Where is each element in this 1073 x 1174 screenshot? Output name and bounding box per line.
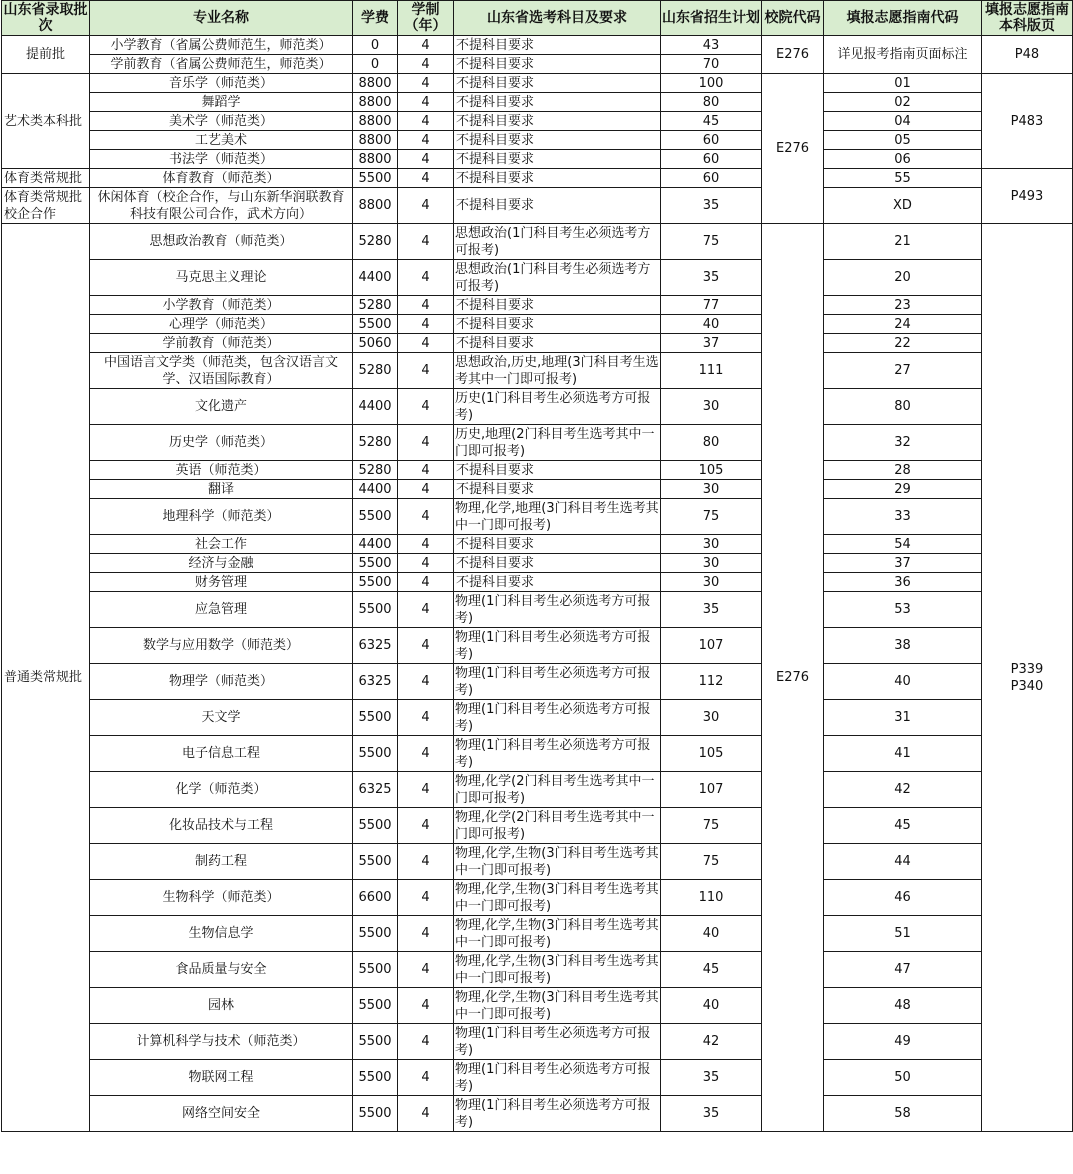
guide-code-cell: XD	[824, 188, 982, 224]
years-cell: 4	[398, 36, 454, 55]
guide-code-cell: 42	[824, 772, 982, 808]
years-cell: 4	[398, 1060, 454, 1096]
guide-code-cell: 24	[824, 315, 982, 334]
fee-cell: 4400	[353, 535, 398, 554]
plan-cell: 105	[661, 736, 762, 772]
major-cell: 小学教育（省属公费师范生，师范类）	[90, 36, 353, 55]
years-cell: 4	[398, 499, 454, 535]
years-cell: 4	[398, 952, 454, 988]
years-cell: 4	[398, 880, 454, 916]
table-row	[2, 36, 1073, 55]
plan-cell: 35	[661, 592, 762, 628]
plan-cell: 45	[661, 112, 762, 131]
plan-cell: 30	[661, 573, 762, 592]
guide-code-cell: 01	[824, 74, 982, 93]
batch-cell-pe: 体育类常规批	[2, 169, 90, 188]
major-cell: 书法学（师范类）	[90, 150, 353, 169]
plan-cell: 75	[661, 499, 762, 535]
major-cell: 中国语言文学类（师范类，包含汉语言文学、汉语国际教育）	[90, 353, 353, 389]
fee-cell: 5280	[353, 296, 398, 315]
table-row	[2, 93, 1073, 112]
years-cell: 4	[398, 554, 454, 573]
major-cell: 天文学	[90, 700, 353, 736]
requirement-cell: 物理,化学,生物(3门科目考生选考其中一门即可报考)	[455, 845, 659, 878]
major-cell: 学前教育（省属公费师范生，师范类）	[90, 55, 353, 74]
requirement-cell: 不提科目要求	[454, 554, 661, 573]
table-row	[2, 169, 1073, 188]
requirement-cell: 物理,化学,地理(3门科目考生选考其中一门即可报考)	[455, 500, 659, 533]
major-cell: 历史学（师范类）	[90, 425, 353, 461]
years-cell: 4	[398, 736, 454, 772]
requirement-cell: 不提科目要求	[454, 93, 661, 112]
table-row	[2, 112, 1073, 131]
years-cell: 4	[398, 844, 454, 880]
requirement-cell: 不提科目要求	[454, 36, 661, 55]
major-cell: 食品质量与安全	[90, 952, 353, 988]
plan-cell: 37	[661, 334, 762, 353]
major-cell: 财务管理	[90, 573, 353, 592]
requirement-cell: 不提科目要求	[454, 461, 661, 480]
header-plan: 山东省招生计划	[661, 1, 762, 36]
guide-code-cell: 80	[824, 389, 982, 425]
major-cell: 园林	[90, 988, 353, 1024]
fee-cell: 4400	[353, 260, 398, 296]
fee-cell: 5500	[353, 988, 398, 1024]
years-cell: 4	[398, 988, 454, 1024]
requirement-cell: 思想政治,历史,地理(3门科目考生选考其中一门即可报考)	[455, 354, 659, 387]
fee-cell: 5500	[353, 1096, 398, 1132]
admission-table-container	[1, 0, 1072, 1132]
batch-cell-general: 普通类常规批	[2, 224, 90, 1132]
table-row	[2, 772, 1073, 808]
header-school-code: 校院代码	[762, 1, 824, 36]
years-cell: 4	[398, 74, 454, 93]
major-cell: 网络空间安全	[90, 1096, 353, 1132]
major-cell: 生物科学（师范类）	[90, 880, 353, 916]
fee-cell: 5060	[353, 334, 398, 353]
plan-cell: 100	[661, 74, 762, 93]
table-row	[2, 1096, 1073, 1132]
requirement-cell: 不提科目要求	[454, 573, 661, 592]
plan-cell: 107	[661, 772, 762, 808]
guide-code-cell: 48	[824, 988, 982, 1024]
requirement-cell: 物理(1门科目考生必须选考方可报考)	[454, 700, 661, 736]
guide-code-cell: 27	[824, 353, 982, 389]
guide-code-cell: 53	[824, 592, 982, 628]
major-cell: 小学教育（师范类）	[90, 296, 353, 315]
requirement-cell: 不提科目要求	[454, 315, 661, 334]
table-row	[2, 131, 1073, 150]
school-code-cell: E276	[762, 224, 824, 1132]
plan-cell: 107	[661, 628, 762, 664]
fee-cell: 0	[353, 55, 398, 74]
years-cell: 4	[398, 334, 454, 353]
major-cell: 体育教育（师范类）	[90, 169, 353, 188]
guide-code-cell: 58	[824, 1096, 982, 1132]
requirement-cell: 历史(1门科目考生必须选考方可报考)	[454, 389, 661, 425]
header-row	[2, 1, 1073, 36]
requirement-cell: 物理(1门科目考生必须选考方可报考)	[454, 628, 661, 664]
table-row	[2, 315, 1073, 334]
table-row	[2, 554, 1073, 573]
requirement-cell: 物理(1门科目考生必须选考方可报考)	[454, 1060, 661, 1096]
years-cell: 4	[398, 628, 454, 664]
fee-cell: 5500	[353, 1024, 398, 1060]
guide-code-cell: 36	[824, 573, 982, 592]
requirement-cell: 物理(1门科目考生必须选考方可报考)	[454, 736, 661, 772]
plan-cell: 45	[661, 952, 762, 988]
requirement-cell: 思想政治(1门科目考生必须选考方可报考)	[454, 224, 661, 260]
requirement-cell: 物理,化学(2门科目考生选考其中一门即可报考)	[454, 808, 661, 844]
guide-code-cell: 21	[824, 224, 982, 260]
fee-cell: 6325	[353, 664, 398, 700]
fee-cell: 5280	[353, 224, 398, 260]
guide-page-cell: P339 P340	[982, 224, 1073, 1132]
major-cell: 马克思主义理论	[90, 260, 353, 296]
guide-code-cell: 37	[824, 554, 982, 573]
table-row	[2, 480, 1073, 499]
requirement-cell: 物理(1门科目考生必须选考方可报考)	[454, 664, 661, 700]
plan-cell: 80	[661, 425, 762, 461]
fee-cell: 5500	[353, 169, 398, 188]
years-cell: 4	[398, 480, 454, 499]
major-cell: 计算机科学与技术（师范类）	[90, 1024, 353, 1060]
years-cell: 4	[398, 169, 454, 188]
requirement-cell: 不提科目要求	[454, 131, 661, 150]
school-code-cell: E276	[762, 74, 824, 224]
plan-cell: 112	[661, 664, 762, 700]
major-cell: 英语（师范类）	[90, 461, 353, 480]
fee-cell: 0	[353, 36, 398, 55]
plan-cell: 43	[661, 36, 762, 55]
requirement-cell: 历史,地理(2门科目考生选考其中一门即可报考)	[454, 425, 661, 461]
fee-cell: 5500	[353, 736, 398, 772]
guide-code-cell: 46	[824, 880, 982, 916]
years-cell: 4	[398, 353, 454, 389]
plan-cell: 110	[661, 880, 762, 916]
years-cell: 4	[398, 260, 454, 296]
guide-code-cell: 29	[824, 480, 982, 499]
guide-code-cell: 38	[824, 628, 982, 664]
plan-cell: 40	[661, 315, 762, 334]
plan-cell: 60	[661, 150, 762, 169]
major-cell: 应急管理	[90, 592, 353, 628]
table-row	[2, 224, 1073, 260]
major-cell: 休闲体育（校企合作，与山东新华润联教育科技有限公司合作，武术方向）	[90, 188, 353, 224]
fee-cell: 5500	[353, 554, 398, 573]
requirement-cell: 不提科目要求	[454, 296, 661, 315]
plan-cell: 60	[661, 131, 762, 150]
years-cell: 4	[398, 772, 454, 808]
years-cell: 4	[398, 592, 454, 628]
guide-code-cell: 45	[824, 808, 982, 844]
guide-code-cell: 41	[824, 736, 982, 772]
requirement-cell: 物理,化学,生物(3门科目考生选考其中一门即可报考)	[455, 881, 659, 914]
fee-cell: 5280	[353, 461, 398, 480]
plan-cell: 111	[661, 353, 762, 389]
guide-code-cell: 02	[824, 93, 982, 112]
plan-cell: 30	[661, 535, 762, 554]
guide-code-cell: 28	[824, 461, 982, 480]
fee-cell: 8800	[353, 150, 398, 169]
plan-cell: 30	[661, 700, 762, 736]
guide-code-cell: 06	[824, 150, 982, 169]
fee-cell: 5500	[353, 916, 398, 952]
fee-cell: 5500	[353, 808, 398, 844]
major-cell: 制药工程	[90, 844, 353, 880]
admission-plan-table	[1, 0, 1073, 1132]
fee-cell: 5500	[353, 499, 398, 535]
years-cell: 4	[398, 55, 454, 74]
table-row	[2, 425, 1073, 461]
table-row	[2, 664, 1073, 700]
table-row	[2, 150, 1073, 169]
years-cell: 4	[398, 224, 454, 260]
header-batch: 山东省录取批次	[3, 2, 88, 34]
guide-code-cell: 05	[824, 131, 982, 150]
years-cell: 4	[398, 296, 454, 315]
table-row	[2, 188, 1073, 224]
guide-code-cell: 40	[824, 664, 982, 700]
table-row	[2, 844, 1073, 880]
requirement-cell: 物理(1门科目考生必须选考方可报考)	[454, 1096, 661, 1132]
requirement-cell: 物理,化学,生物(3门科目考生选考其中一门即可报考)	[455, 917, 659, 950]
table-row	[2, 1060, 1073, 1096]
table-row	[2, 296, 1073, 315]
fee-cell: 5500	[353, 952, 398, 988]
guide-code-cell: 49	[824, 1024, 982, 1060]
major-cell: 学前教育（师范类）	[90, 334, 353, 353]
table-row	[2, 74, 1073, 93]
years-cell: 4	[398, 573, 454, 592]
years-cell: 4	[398, 916, 454, 952]
years-cell: 4	[398, 425, 454, 461]
requirement-cell: 思想政治(1门科目考生必须选考方可报考)	[454, 260, 661, 296]
plan-cell: 30	[661, 389, 762, 425]
requirement-cell: 物理,化学,生物(3门科目考生选考其中一门即可报考)	[455, 953, 659, 986]
table-row	[2, 499, 1073, 535]
major-cell: 舞蹈学	[90, 93, 353, 112]
plan-cell: 35	[661, 260, 762, 296]
batch-cell-pe-coop: 体育类常规批校企合作	[2, 188, 90, 224]
plan-cell: 40	[661, 988, 762, 1024]
requirement-cell: 物理(1门科目考生必须选考方可报考)	[454, 1024, 661, 1060]
plan-cell: 80	[661, 93, 762, 112]
years-cell: 4	[398, 188, 454, 224]
plan-cell: 70	[661, 55, 762, 74]
years-cell: 4	[398, 535, 454, 554]
table-row	[2, 880, 1073, 916]
major-cell: 电子信息工程	[90, 736, 353, 772]
batch-cell-art: 艺术类本科批	[2, 74, 90, 169]
fee-cell: 5280	[353, 353, 398, 389]
requirement-cell: 不提科目要求	[454, 188, 661, 224]
plan-cell: 75	[661, 844, 762, 880]
years-cell: 4	[398, 315, 454, 334]
years-cell: 4	[398, 150, 454, 169]
major-cell: 音乐学（师范类）	[90, 74, 353, 93]
table-row	[2, 389, 1073, 425]
guide-code-cell: 55	[824, 169, 982, 188]
guide-code-cell: 20	[824, 260, 982, 296]
requirement-cell: 物理,化学(2门科目考生选考其中一门即可报考)	[454, 772, 661, 808]
fee-cell: 8800	[353, 131, 398, 150]
header-guide-page: 填报志愿指南本科版页	[982, 1, 1073, 36]
plan-cell: 105	[661, 461, 762, 480]
table-row	[2, 916, 1073, 952]
plan-cell: 35	[661, 1060, 762, 1096]
fee-cell: 4400	[353, 480, 398, 499]
fee-cell: 5500	[353, 700, 398, 736]
requirement-cell: 不提科目要求	[454, 334, 661, 353]
plan-cell: 35	[661, 188, 762, 224]
requirement-cell: 物理,化学,生物(3门科目考生选考其中一门即可报考)	[455, 989, 659, 1022]
years-cell: 4	[398, 808, 454, 844]
guide-page-cell: P493	[982, 169, 1073, 224]
guide-code-cell: 详见报考指南页面标注	[824, 36, 982, 74]
requirement-cell: 不提科目要求	[454, 169, 661, 188]
fee-cell: 5280	[353, 425, 398, 461]
guide-code-cell: 33	[824, 499, 982, 535]
requirement-cell: 不提科目要求	[454, 112, 661, 131]
requirement-cell: 物理(1门科目考生必须选考方可报考)	[454, 592, 661, 628]
fee-cell: 4400	[353, 389, 398, 425]
fee-cell: 8800	[353, 93, 398, 112]
table-row	[2, 592, 1073, 628]
requirement-cell: 不提科目要求	[454, 480, 661, 499]
fee-cell: 8800	[353, 188, 398, 224]
guide-code-cell: 54	[824, 535, 982, 554]
years-cell: 4	[398, 664, 454, 700]
guide-page-cell: P48	[982, 36, 1073, 74]
table-row	[2, 700, 1073, 736]
major-cell: 经济与金融	[90, 554, 353, 573]
major-cell: 社会工作	[90, 535, 353, 554]
years-cell: 4	[398, 131, 454, 150]
major-cell: 文化遗产	[90, 389, 353, 425]
header-guide-code: 填报志愿指南代码	[824, 1, 982, 36]
requirement-cell: 不提科目要求	[454, 150, 661, 169]
header-fee: 学费	[353, 1, 398, 36]
table-row	[2, 353, 1073, 389]
guide-code-cell: 44	[824, 844, 982, 880]
school-code-cell: E276	[762, 36, 824, 74]
header-requirement: 山东省选考科目及要求	[454, 1, 661, 36]
requirement-cell: 不提科目要求	[454, 535, 661, 554]
fee-cell: 6325	[353, 772, 398, 808]
table-row	[2, 1024, 1073, 1060]
years-cell: 4	[398, 93, 454, 112]
guide-code-cell: 23	[824, 296, 982, 315]
requirement-cell: 不提科目要求	[454, 55, 661, 74]
guide-code-cell: 22	[824, 334, 982, 353]
plan-cell: 35	[661, 1096, 762, 1132]
fee-cell: 5500	[353, 1060, 398, 1096]
fee-cell: 5500	[353, 844, 398, 880]
major-cell: 化学（师范类）	[90, 772, 353, 808]
table-row	[2, 334, 1073, 353]
guide-code-cell: 31	[824, 700, 982, 736]
fee-cell: 5500	[353, 592, 398, 628]
table-row	[2, 628, 1073, 664]
plan-cell: 75	[661, 808, 762, 844]
years-cell: 4	[398, 700, 454, 736]
requirement-cell: 不提科目要求	[454, 74, 661, 93]
major-cell: 翻译	[90, 480, 353, 499]
plan-cell: 77	[661, 296, 762, 315]
table-row	[2, 461, 1073, 480]
years-cell: 4	[398, 461, 454, 480]
major-cell: 数学与应用数学（师范类）	[90, 628, 353, 664]
major-cell: 心理学（师范类）	[90, 315, 353, 334]
fee-cell: 6325	[353, 628, 398, 664]
fee-cell: 5500	[353, 315, 398, 334]
plan-cell: 60	[661, 169, 762, 188]
guide-code-cell: 50	[824, 1060, 982, 1096]
guide-code-cell: 47	[824, 952, 982, 988]
plan-cell: 30	[661, 554, 762, 573]
major-cell: 物理学（师范类）	[90, 664, 353, 700]
fee-cell: 6600	[353, 880, 398, 916]
guide-code-cell: 04	[824, 112, 982, 131]
major-cell: 地理科学（师范类）	[90, 499, 353, 535]
header-major: 专业名称	[90, 1, 353, 36]
plan-cell: 30	[661, 480, 762, 499]
guide-code-cell: 51	[824, 916, 982, 952]
major-cell: 思想政治教育（师范类）	[90, 224, 353, 260]
plan-cell: 42	[661, 1024, 762, 1060]
years-cell: 4	[398, 1096, 454, 1132]
batch-cell-early: 提前批	[2, 36, 90, 74]
major-cell: 美术学（师范类）	[90, 112, 353, 131]
table-row	[2, 573, 1073, 592]
major-cell: 化妆品技术与工程	[90, 808, 353, 844]
guide-code-cell: 32	[824, 425, 982, 461]
major-cell: 物联网工程	[90, 1060, 353, 1096]
fee-cell: 5500	[353, 573, 398, 592]
table-row	[2, 535, 1073, 554]
major-cell: 工艺美术	[90, 131, 353, 150]
plan-cell: 75	[661, 224, 762, 260]
header-years: 学制（年）	[398, 1, 454, 36]
years-cell: 4	[398, 389, 454, 425]
plan-cell: 40	[661, 916, 762, 952]
years-cell: 4	[398, 112, 454, 131]
table-row	[2, 736, 1073, 772]
years-cell: 4	[398, 1024, 454, 1060]
major-cell: 生物信息学	[90, 916, 353, 952]
table-row	[2, 260, 1073, 296]
fee-cell: 8800	[353, 112, 398, 131]
fee-cell: 8800	[353, 74, 398, 93]
guide-page-cell: P483	[982, 74, 1073, 169]
table-row	[2, 808, 1073, 844]
table-row	[2, 952, 1073, 988]
table-row	[2, 988, 1073, 1024]
